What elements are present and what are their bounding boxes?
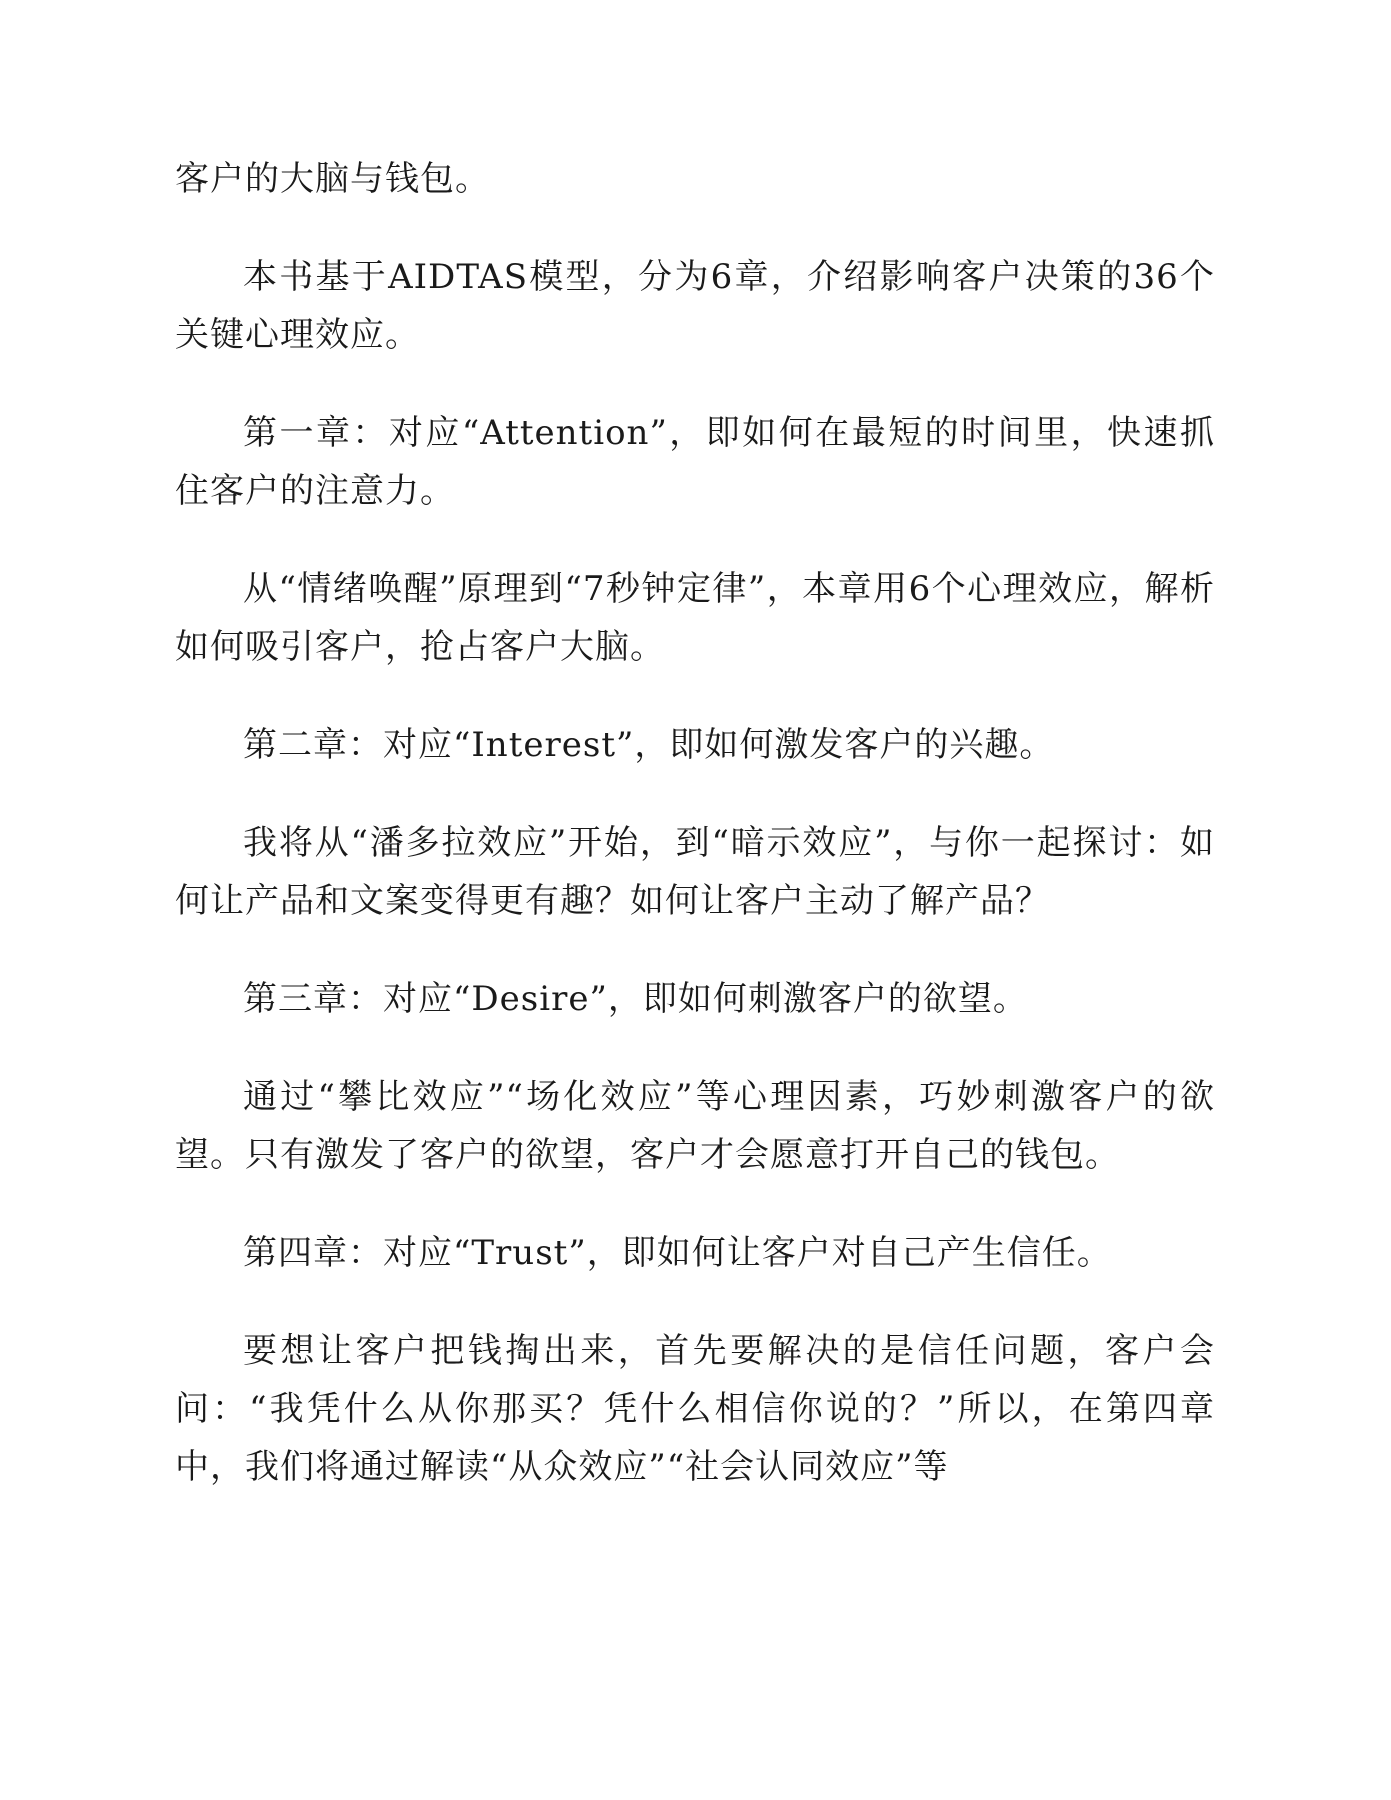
paragraph-chapter-3-title: 第三章：对应“Desire”，即如何刺激客户的欲望。	[243, 979, 1028, 1019]
paragraph-chapter-1-title: 第一章：对应“Attention”，即如何在最短的时间里，快速抓住客户的注意力。	[175, 413, 1215, 511]
paragraph-chapter-2-detail: 我将从“潘多拉效应”开始，到“暗示效应”，与你一起探讨：如何让产品和文案变得更有趣？如何让客户主动了解产品？	[175, 823, 1215, 921]
paragraph-intro-end: 客户的大脑与钱包。	[175, 159, 490, 199]
paragraph-chapter-3-detail: 通过“攀比效应”“场化效应”等心理因素，巧妙刺激客户的欲望。只有激发了客户的欲望，客户才会愿意打开自己的钱包。	[175, 1077, 1215, 1175]
document-page	[175, 150, 1215, 1536]
paragraph-chapter-2-title: 第二章：对应“Interest”，即如何激发客户的兴趣。	[243, 725, 1055, 765]
paragraph-chapter-4-title: 第四章：对应“Trust”，即如何让客户对自己产生信任。	[243, 1233, 1112, 1273]
paragraph-chapter-1-detail: 从“情绪唤醒”原理到“7秒钟定律”，本章用6个心理效应，解析如何吸引客户，抢占客户大脑。	[175, 569, 1215, 667]
paragraph-chapter-4-detail: 要想让客户把钱掏出来，首先要解决的是信任问题，客户会问：“我凭什么从你那买？凭什么相信你说的？”所以，在第四章中，我们将通过解读“从众效应”“社会认同效应”等	[175, 1331, 1215, 1487]
paragraph-book-overview: 本书基于AIDTAS模型，分为6章，介绍影响客户决策的36个关键心理效应。	[175, 257, 1215, 355]
